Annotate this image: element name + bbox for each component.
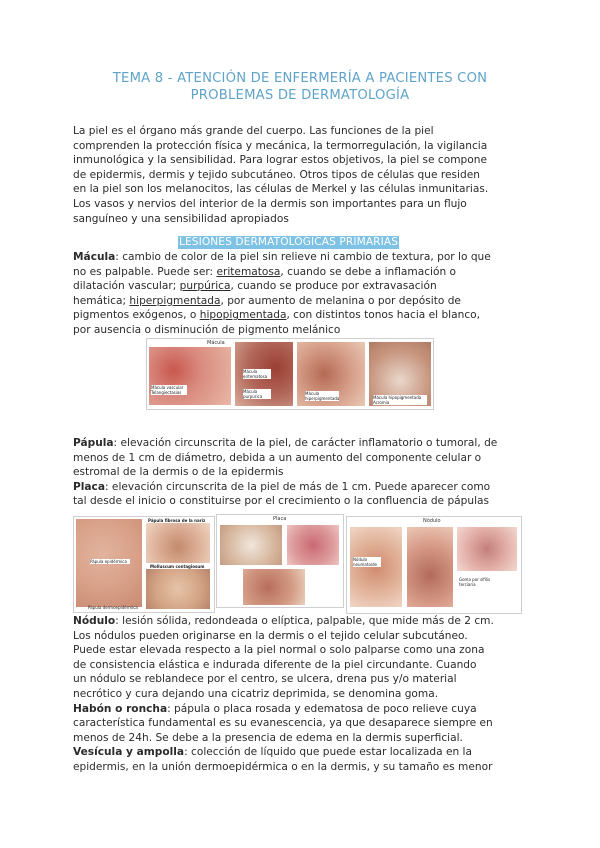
figure-title: Nódulo: [423, 518, 441, 524]
nodulo-photo-3: [457, 527, 517, 571]
text-span: , cuando se debe a inflamación o: [280, 265, 457, 278]
nodulo-figure: [346, 516, 522, 614]
figure-caption: Pápula epidérmica: [90, 559, 130, 564]
text-span: : elevación circunscrita de la piel, de carácter inflamatorio o tumoral, de: [113, 437, 498, 449]
papula-nariz-photo: [146, 523, 210, 563]
text-span: , con distintos tonos hacia el blanco,: [286, 309, 481, 322]
text-line: de epidermis, dermis y tejido subcutáneo. Otros tipos de células que residen: [73, 168, 480, 181]
term-eritematosa: eritematosa: [216, 265, 281, 278]
term-vesicula: Vesícula y ampolla: [73, 746, 185, 759]
figure-caption: Mácula purpúrica: [243, 389, 271, 399]
text-line: Los vasos y nervios del interior de la dermis son importantes para un flujo: [73, 197, 467, 210]
text-line: estromal de la dermis o de la epidermis: [73, 466, 284, 479]
figure-caption: Pápula dermoepidérmica: [88, 605, 138, 610]
text-line: en la piel son los melanocitos, las células de Merkel y las células inmunitarias.: [73, 183, 489, 196]
nodulo-photo-1: [350, 527, 402, 607]
text-span: : cambio de color de la piel sin relieve ni cambio de textura, por lo que: [115, 251, 491, 263]
nodulo-photo-2: [407, 527, 453, 607]
term-nodulo: Nódulo: [73, 615, 116, 627]
figure-title: Placa: [273, 516, 287, 522]
macula-vascular-photo: [149, 347, 231, 405]
text-line: [73, 265, 533, 280]
text-line: un nódulo se reblandece por el centro, se ulcera, drena pus y/o material: [73, 673, 457, 686]
title-line-2: PROBLEMAS DE DERMATOLOGÍA: [190, 88, 410, 103]
text-line: [73, 294, 533, 309]
macula-figure: [146, 338, 434, 410]
text-line: tal desde el inicio o constituirse por el crecimiento o la confluencia de pápulas: [73, 495, 490, 508]
papula-figure: [73, 516, 215, 613]
figure-caption: Nódulo neumatoide: [353, 557, 381, 567]
figure-caption: Mácula hiperpigmentada: [305, 391, 340, 401]
figure-caption: Mácula eritematosa: [243, 369, 271, 379]
text-span: : colección de líquido que puede estar localizada en la: [184, 746, 472, 759]
placa-photo-1: [220, 525, 282, 565]
text-line: Puede estar elevada respecto a la piel normal o solo palparse como una zona: [73, 644, 485, 657]
text-line: de consistencia elástica e indurada diferente de la piel circundante. Cuando: [73, 658, 477, 671]
text-span: , por aumento de melanina o por depósito de: [220, 294, 461, 307]
text-span: , cuando se produce por extravasación: [230, 280, 437, 293]
placa-photo-3: [243, 569, 305, 605]
text-span: no es palpable. Puede ser:: [73, 265, 217, 278]
macula-paragraph: [73, 250, 533, 338]
text-line: inmunológica y la sensibilidad. Para lograr estos objetivos, la piel se compone: [73, 154, 487, 167]
figure-caption: Mácula vascular Telangiectasias: [151, 385, 187, 395]
nodulo-paragraph: [73, 614, 533, 775]
placa-photo-2: [287, 525, 339, 565]
text-line: [73, 250, 533, 265]
text-span: pigmentos exógenos, o: [73, 309, 200, 322]
term-purpurica: purpúrica: [179, 280, 231, 293]
placa-figure: [216, 514, 344, 608]
text-line: por ausencia o disminución de pigmento melánico: [73, 323, 341, 336]
text-span: : lesión sólida, redondeada o elíptica, palpable, que mide más de 2 cm.: [115, 615, 494, 627]
figure-caption: Pápula fibrosa de la nariz: [148, 518, 208, 523]
text-line: característica fundamental es su evanescencia, ya que desaparece siempre en: [73, 717, 493, 730]
text-line: necrótico y cura dejando una cicatriz deprimida, se denomina goma.: [73, 687, 439, 700]
text-line: epidermis, en la unión dermoepidérmica o en la dermis, y su tamaño es menor: [73, 760, 493, 773]
text-line: La piel es el órgano más grande del cuerpo. Las funciones de la piel: [73, 125, 434, 137]
text-line: [73, 436, 533, 451]
text-line: menos de 1 cm de diámetro, debida a un aumento del componente celular o: [73, 451, 482, 464]
text-line: [73, 614, 533, 629]
text-line: [73, 480, 533, 495]
term-macula: Mácula: [73, 251, 116, 263]
text-line: [73, 308, 533, 323]
title-line-1: TEMA 8 - ATENCIÓN DE ENFERMERÍA A PACIENTES CON: [112, 71, 488, 86]
text-span: : elevación circunscrita de la piel de más de 1 cm. Puede aparecer como: [104, 480, 491, 493]
term-papula: Pápula: [73, 437, 114, 449]
intro-paragraph: [73, 124, 533, 226]
term-placa: Placa: [73, 480, 105, 493]
term-habon: Habón o roncha: [73, 702, 168, 715]
section-heading: LESIONES DERMATOLÓGICAS PRIMARIAS: [179, 236, 399, 248]
term-hipopigmentada: hipopigmentada: [199, 309, 287, 322]
figure-caption: Mácula hipopigmentada Acromia: [373, 395, 427, 405]
text-line: [73, 279, 533, 294]
text-span: : pápula o placa rosada y edematosa de poco relieve cuya: [167, 702, 477, 715]
text-line: [73, 702, 533, 717]
text-line: sanguíneo y una sensibilidad apropiados: [73, 212, 289, 225]
molluscum-photo: [146, 569, 210, 609]
text-span: hemática;: [73, 294, 130, 307]
figure-title: Mácula: [207, 340, 225, 346]
term-hiperpigmentada: hiperpigmentada: [129, 294, 221, 307]
figure-caption: Goma por sífilis terciaria: [459, 577, 491, 587]
papula-paragraph: [73, 436, 533, 509]
text-line: [73, 745, 533, 760]
text-line: comprenden la protección física y mecánica, la termorregulación, la vigilancia: [73, 139, 488, 152]
text-line: menos de 24h. Se debe a la presencia de edema en la dermis superficial.: [73, 731, 463, 744]
page-title: [60, 70, 540, 104]
text-line: Los nódulos pueden originarse en la dermis o el tejido celular subcutáneo.: [73, 629, 468, 642]
text-span: dilatación vascular;: [73, 280, 180, 293]
figure-caption: Molluscum contagiosum: [150, 564, 205, 569]
